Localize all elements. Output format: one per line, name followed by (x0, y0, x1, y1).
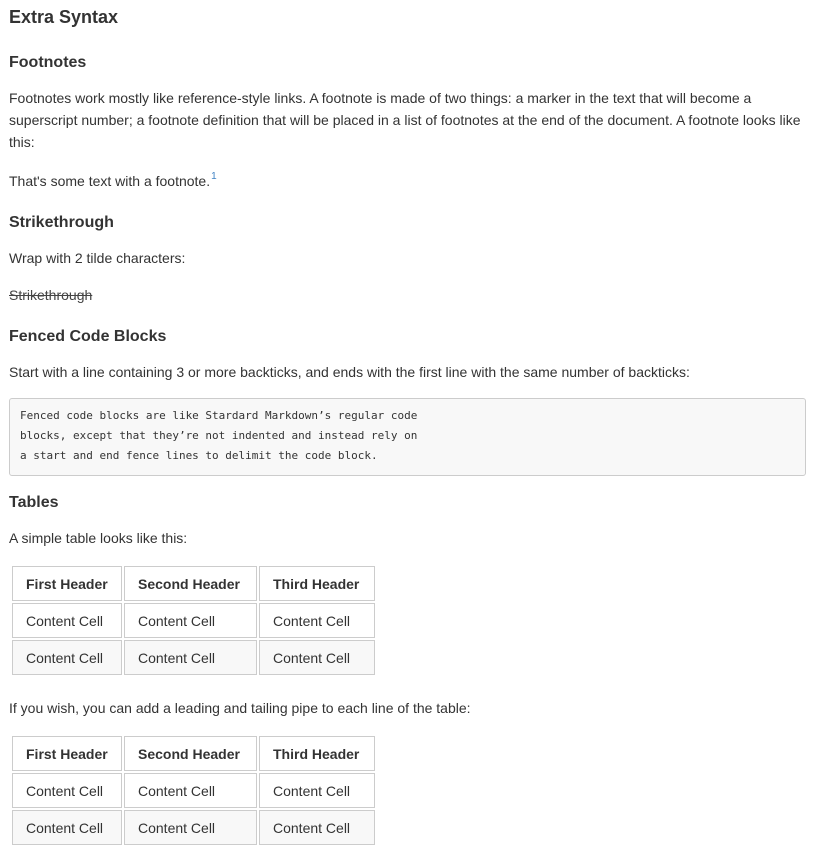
heading-fenced-code-blocks: Fenced Code Blocks (9, 328, 167, 345)
heading-footnotes: Footnotes (9, 54, 87, 71)
table-row (12, 640, 375, 675)
table-cell: Content Cell (124, 773, 257, 808)
table-header-row (12, 566, 375, 601)
strikethrough-example (9, 284, 92, 306)
table-cell: Content Cell (12, 640, 122, 675)
table-cell: Content Cell (12, 773, 122, 808)
table-cell: Content Cell (124, 603, 257, 638)
piped-table (10, 734, 377, 847)
table-cell: Content Cell (259, 603, 375, 638)
table-cell: Content Cell (12, 810, 122, 845)
table-header-cell: First Header (12, 736, 122, 771)
table-cell: Content Cell (12, 603, 122, 638)
table-cell: Content Cell (124, 810, 257, 845)
footnote-example (9, 170, 217, 192)
table-row (12, 773, 375, 808)
table-header-cell: Third Header (259, 566, 375, 601)
strikethrough-example-text: Strikethrough (9, 287, 93, 303)
table-header-row (12, 736, 375, 771)
footnotes-paragraph: Footnotes work mostly like reference-style links. A footnote is made of two things: a marker in the text that will become a superscript number; a footnote definition that will be placed in a list of footnotes at the end of the document. A footnote looks like this: (9, 90, 801, 150)
table-header-cell: Third Header (259, 736, 375, 771)
table-row (12, 810, 375, 845)
table-cell: Content Cell (259, 640, 375, 675)
page-title: Extra Syntax (9, 7, 119, 27)
footnote-marker-link[interactable]: 1 (211, 171, 217, 182)
tables-paragraph-2: If you wish, you can add a leading and tailing pipe to each line of the table: (9, 700, 471, 716)
table-cell: Content Cell (124, 640, 257, 675)
table-header-cell: Second Header (124, 566, 257, 601)
table-header-cell: First Header (12, 566, 122, 601)
footnote-example-text: That's some text with a footnote. (9, 173, 211, 189)
simple-table (10, 564, 377, 677)
heading-tables: Tables (9, 494, 59, 511)
table-cell: Content Cell (259, 773, 375, 808)
table-cell: Content Cell (259, 810, 375, 845)
table-row (12, 603, 375, 638)
strikethrough-paragraph: Wrap with 2 tilde characters: (9, 250, 186, 266)
fenced-paragraph: Start with a line containing 3 or more backticks, and ends with the first line with the same number of backticks: (9, 364, 690, 380)
table-header-cell: Second Header (124, 736, 257, 771)
tables-paragraph-1: A simple table looks like this: (9, 530, 188, 546)
heading-strikethrough: Strikethrough (9, 214, 114, 231)
code-block: Fenced code blocks are like Stardard Markdown’s regular code blocks, except that they’re not indented and instead rely on a start and end fence lines to delimit the code block. (9, 398, 806, 476)
